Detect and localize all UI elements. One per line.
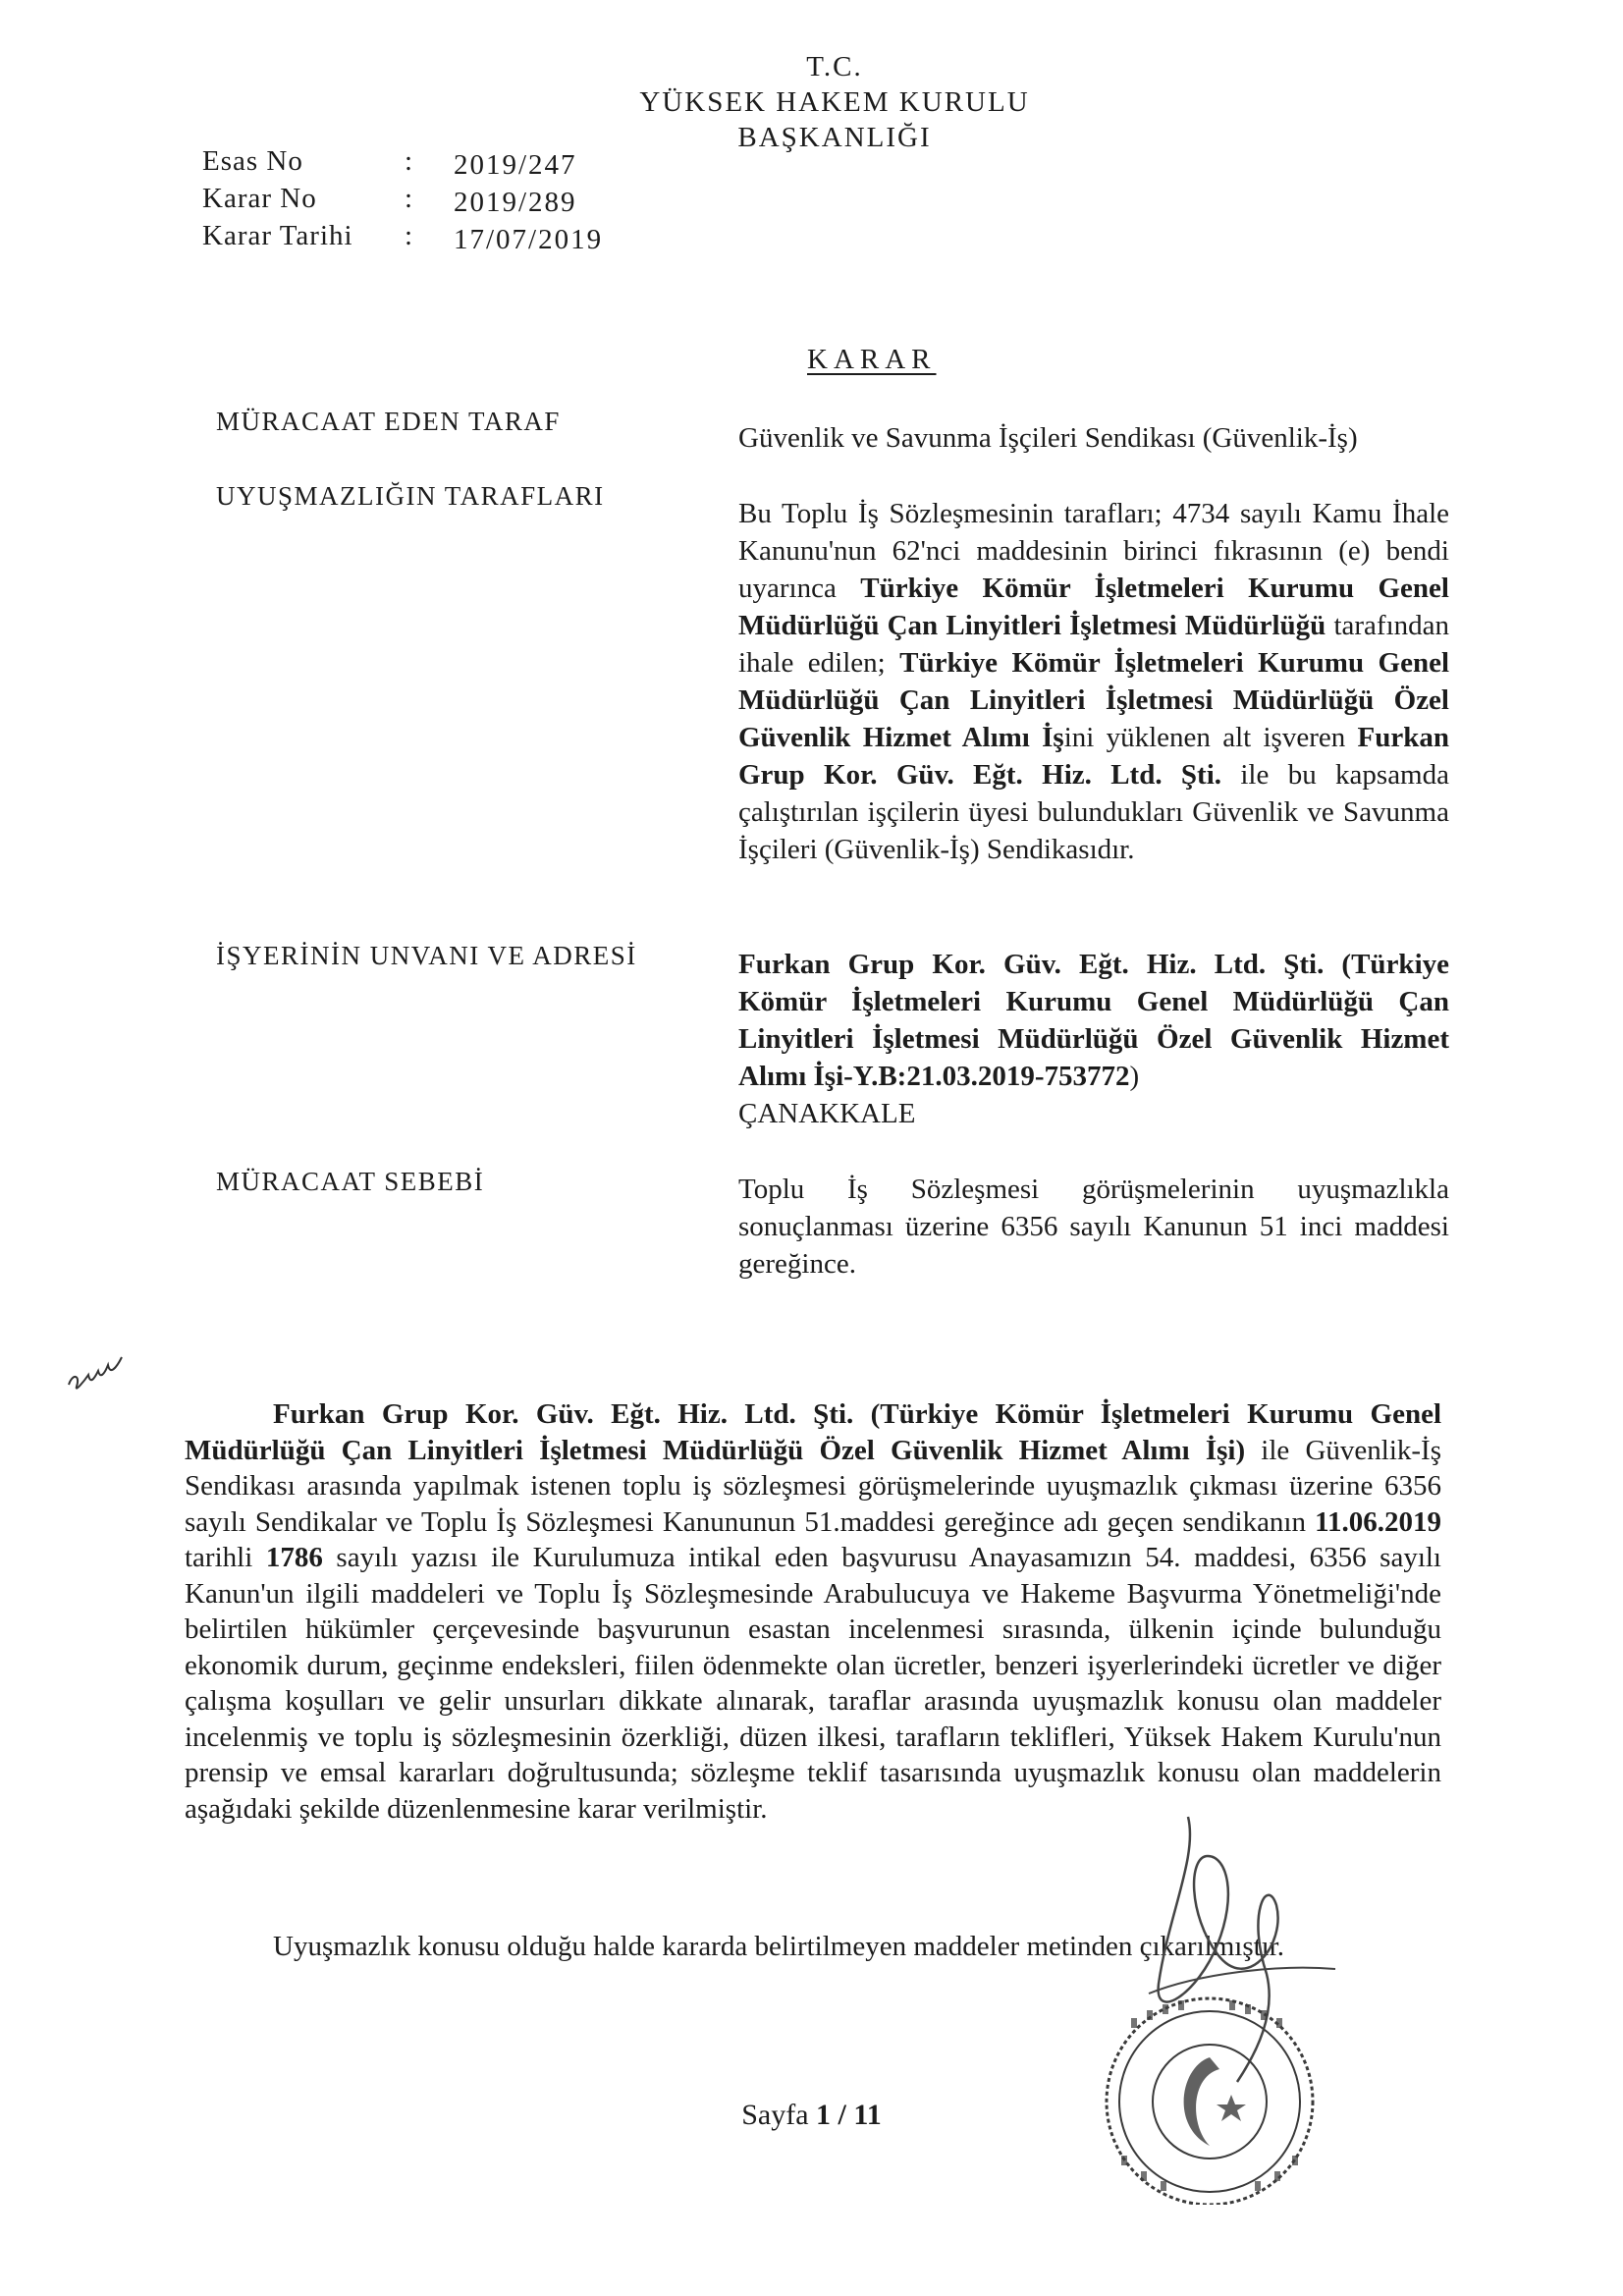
label-sebep: MÜRACAAT SEBEBİ xyxy=(216,1167,485,1196)
document-title: KARAR xyxy=(807,344,937,375)
meta-tarih-value: 17/07/2019 xyxy=(454,224,604,255)
value-isyeri: Furkan Grup Kor. Güv. Eğt. Hiz. Ltd. Şti. (Türkiye Kömür İşletmeleri Kurumu Genel Müdürlüğü Çan Linyitleri İşletmesi Müdürlüğü Özel Güvenlik Hizmet Alımı İşi-Y.B:21.03.2019-753772) ÇANAKKALE xyxy=(738,949,1449,1129)
meta-karar-label: Karar No xyxy=(202,183,317,214)
handwritten-initial xyxy=(61,1336,130,1404)
meta-karar-value: 2019/289 xyxy=(454,187,577,218)
header-office: BAŞKANLIĞI xyxy=(737,122,932,153)
label-isyeri: İŞYERİNİN UNVANI VE ADRESİ xyxy=(216,941,637,970)
meta-tarih-label: Karar Tarihi xyxy=(202,220,353,251)
meta-colon: : xyxy=(405,183,413,214)
meta-colon: : xyxy=(405,220,413,251)
label-muracaat-eden: MÜRACAAT EDEN TARAF xyxy=(216,407,561,436)
value-isyeri-city: ÇANAKKALE xyxy=(738,1098,916,1129)
value-sebep: Toplu İş Sözleşmesi görüşmelerinin uyuşmazlıkla sonuçlanması üzerine 6356 sayılı Kanunun 51 inci maddesi gereğince. xyxy=(738,1174,1449,1280)
meta-colon: : xyxy=(405,145,413,177)
label-taraflar: UYUŞMAZLIĞIN TARAFLARI xyxy=(216,481,605,511)
header-tc: T.C. xyxy=(806,51,863,82)
meta-esas-value: 2019/247 xyxy=(454,149,577,181)
meta-esas-label: Esas No xyxy=(202,145,303,177)
value-taraflar: Bu Toplu İş Sözleşmesinin tarafları; 4734 sayılı Kamu İhale Kanunu'nun 62'nci maddesinin birinci fıkrasının (e) bendi uyarınca Türkiye Kömür İşletmeleri Kurumu Genel Müdürlüğü Çan Linyitleri İşletmesi Müdürlüğü tarafından ihale edilen; Türkiye Kömür İşletmeleri Kurumu Genel Müdürlüğü Çan Linyitleri İşletmesi Müdürlüğü Özel Güvenlik Hizmet Alımı İşini yüklenen alt işveren Furkan Grup Kor. Güv. Eğt. Hiz. Ltd. Şti. ile bu kapsamda çalıştırılan işçilerin üyesi bulundukları Güvenlik ve Savunma İşçileri (Güvenlik-İş) Sendikasıdır. xyxy=(738,498,1449,865)
value-muracaat-eden: Güvenlik ve Savunma İşçileri Sendikası (Güvenlik-İş) xyxy=(738,422,1358,454)
body-paragraph-1: Furkan Grup Kor. Güv. Eğt. Hiz. Ltd. Şti. (Türkiye Kömür İşletmeleri Kurumu Genel Müdürlüğü Çan Linyitleri İşletmesi Müdürlüğü Özel Güvenlik Hizmet Alımı İşi) ile Güvenlik-İş Sendikası arasında yapılmak istenen toplu iş sözleşmesi görüşmelerinde uyuşmazlık çıkması üzerine 6356 sayılı Sendikalar ve Toplu İş Sözleşmesi Kanununun 51.maddesi gereğince adı geçen sendikanın 11.06.2019 tarihli 1786 sayılı yazısı ile Kurulumuza intikal eden başvurusu Anayasamızın 54. maddesi, 6356 sayılı Kanun'un ilgili maddeleri ve Toplu İş Sözleşmesinde Arabulucuya ve Hakeme Başvurma Yönetmeliği'nde belirtilen hükümler çerçevesinde başvurunun esastan incelenmesi sırasında, ülkenin içinde bulunduğu ekonomik durum, geçinme endeksleri, fiilen ödenmekte olan ücretler, benzeri işyerlerindeki ücretler ve diğer çalışma koşulları ve gelir unsurları dikkate alınarak, taraflar arasında uyuşmazlık konusu olan maddeler incelenmiş ve toplu iş sözleşmesinin özerkliği, düzen ilkesi, tarafların teklifleri, Yüksek Hakem Kurulu'nun prensip ve emsal kararları doğrultusunda; sözleşme teklif tasarısında uyuşmazlık konusu olan maddelerin aşağıdaki şekilde düzenlenmesine karar verilmiştir. xyxy=(185,1398,1442,1825)
page-number: Sayfa 1 / 11 xyxy=(741,2099,882,2131)
header-institution: YÜKSEK HAKEM KURULU xyxy=(639,86,1030,118)
official-seal xyxy=(1062,1979,1347,2205)
body-paragraph-2: Uyuşmazlık konusu olduğu halde kararda belirtilmeyen maddeler metinden çıkarılmıştır. xyxy=(273,1931,1285,1962)
